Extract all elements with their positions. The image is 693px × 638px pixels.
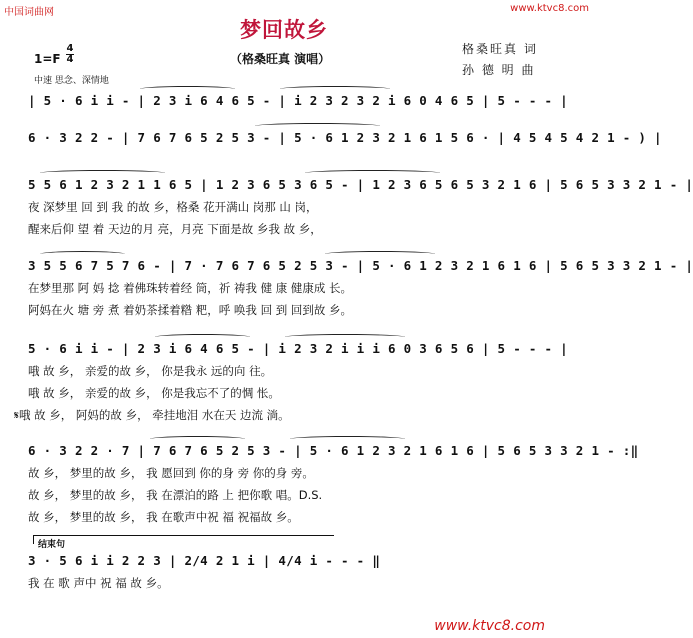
tempo-marking: 中速 思念、深情地 xyxy=(34,76,109,86)
slur-mark xyxy=(150,436,245,442)
lyric-line-5-verse-1: 哦 故 乡， 亲爱的故 乡， 你是我永 远的向 往。 xyxy=(28,364,273,378)
slur-mark xyxy=(280,86,390,92)
slur-mark xyxy=(40,251,125,257)
ending-label: 结束句 xyxy=(38,540,66,550)
composer-credit: 孙 德 明 曲 xyxy=(462,63,536,77)
lyric-line-5-verse-3: 𝄋哦 故 乡， 阿妈的故 乡， 牵挂地泪 水在天 边流 淌。 xyxy=(14,408,290,422)
notation-line-2: 6 · 3 2 2 - | 7 6 7 6 5 2 5 3 - | 5 · 6 1 2 3 2 1 6 1 5 6 · | 4 5 4 5 4 2 1 - ) | xyxy=(28,130,662,145)
lyricist-credit: 格桑旺真 词 xyxy=(462,42,538,56)
song-title: 梦回故乡 xyxy=(240,18,328,42)
slur-mark xyxy=(325,251,435,257)
slur-mark xyxy=(285,334,405,340)
lyric-line-6-verse-3: 故 乡， 梦里的故 乡， 我 在歌声中祝 福 祝福故 乡。 xyxy=(28,510,299,524)
watermark-left: 中国词曲网 xyxy=(4,7,54,18)
lyric-line-6-verse-2: 故 乡， 梦里的故 乡， 我 在漂泊的路 上 把你歌 唱。D.S. xyxy=(28,488,323,502)
lyric-line-4-verse-2: 阿妈在火 塘 旁 煮 着奶茶揉着糌 粑，呼 唤我 回 到 回到故 乡。 xyxy=(28,303,353,317)
slur-mark xyxy=(305,170,440,176)
notation-line-3: 5 5 6 1 2 3 2 1 1 6 5 | 1 2 3 6 5 3 6 5 - | 1 2 3 6 5 6 5 3 2 1 6 | 5 6 5 3 3 2 1 - | xyxy=(28,177,693,192)
lyric-line-3-verse-1: 夜 深梦里 回 到 我 的故 乡，格桑 花开满山 岗那 山 岗， xyxy=(28,200,318,214)
watermark-bottom: www.ktvc8.com xyxy=(434,618,545,634)
ending-bracket xyxy=(33,535,334,544)
lyric-line-5-verse-2: 哦 故 乡， 亲爱的故 乡， 你是我忘不了的惆 怅。 xyxy=(28,386,280,400)
notation-line-1: | 5 · 6 i i - | 2 3 i 6 4 6 5 - | i 2 3 2 3 2 i 6 0 4 6 5 | 5 - - - | xyxy=(28,93,568,108)
lyric-line-4-verse-1: 在梦里那 阿 妈 捻 着佛珠转着经 筒，祈 祷我 健 康 健康成 长。 xyxy=(28,281,353,295)
watermark-right: www.ktvc8.com xyxy=(510,3,589,14)
song-subtitle: （格桑旺真 演唱） xyxy=(230,52,331,66)
time-signature-bottom: 4 xyxy=(66,54,74,65)
time-signature-top: 4 xyxy=(66,43,74,54)
lyric-line-7: 我 在 歌 声中 祝 福 故 乡。 xyxy=(28,576,169,590)
slur-mark xyxy=(40,170,165,176)
key-signature: 1=F xyxy=(34,52,61,66)
lyric-line-3-verse-2: 醒来后仰 望 着 天边的月 亮，月亮 下面是故 乡我 故 乡， xyxy=(28,222,322,236)
slur-mark xyxy=(290,436,405,442)
slur-mark xyxy=(140,86,235,92)
notation-line-7: 3 · 5 6 i i 2 2 3 | 2/4 2 1 i | 4/4 i - - - ‖ xyxy=(28,553,381,568)
notation-line-5: 5 · 6 i i - | 2 3 i 6 4 6 5 - | i 2 3 2 i i i 6 0 3 6 5 6 | 5 - - - | xyxy=(28,341,568,356)
notation-line-6: 6 · 3 2 2 · 7 | 7 6 7 6 5 2 5 3 - | 5 · 6 1 2 3 2 1 6 1 6 | 5 6 5 3 3 2 1 - :‖ xyxy=(28,443,639,458)
notation-line-4: 3 5 5 6 7 5 7 6 - | 7 · 7 6 7 6 5 2 5 3 - | 5 · 6 1 2 3 2 1 6 1 6 | 5 6 5 3 3 2 1 - | xyxy=(28,258,693,273)
slur-mark xyxy=(255,123,380,129)
slur-mark xyxy=(155,334,250,340)
time-signature xyxy=(66,44,74,65)
lyric-line-6-verse-1: 故 乡， 梦里的故 乡， 我 愿回到 你的身 旁 你的身 旁。 xyxy=(28,466,314,480)
